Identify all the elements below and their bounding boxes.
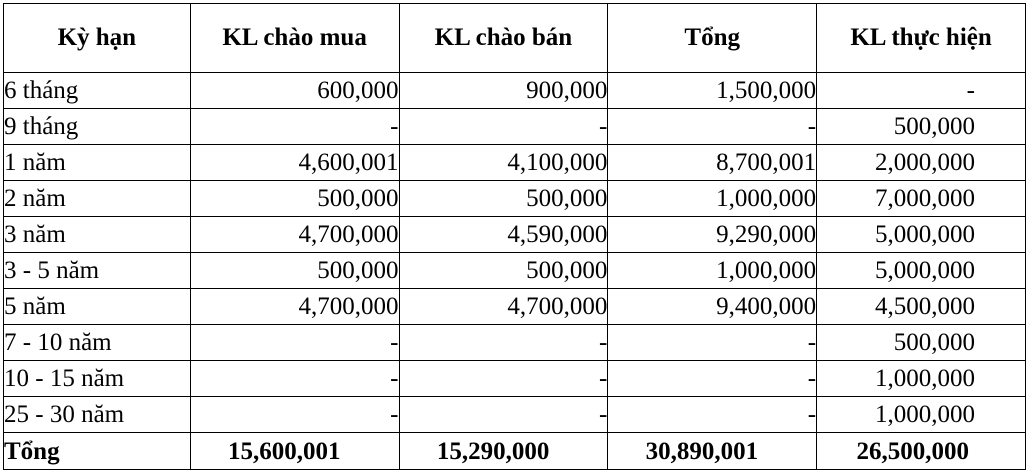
cell-total: - bbox=[608, 397, 817, 433]
cell-total: - bbox=[608, 109, 817, 145]
header-term: Kỳ hạn bbox=[4, 4, 191, 73]
table-row bbox=[4, 397, 1026, 433]
cell-bid-volume: 500,000 bbox=[190, 181, 399, 217]
cell-bid-volume: - bbox=[190, 361, 399, 397]
cell-ask-volume: - bbox=[399, 361, 608, 397]
cell-ask-volume: - bbox=[399, 397, 608, 433]
cell-total: 1,000,000 bbox=[608, 253, 817, 289]
cell-executed-volume: 500,000 bbox=[817, 109, 1026, 145]
header-total: Tổng bbox=[608, 4, 817, 73]
cell-bid-volume: 4,700,000 bbox=[190, 289, 399, 325]
cell-executed-volume: 1,000,000 bbox=[817, 397, 1026, 433]
cell-term: 7 - 10 năm bbox=[4, 325, 191, 361]
cell-ask-volume: - bbox=[399, 325, 608, 361]
cell-term: 6 tháng bbox=[4, 73, 191, 109]
cell-term: 3 - 5 năm bbox=[4, 253, 191, 289]
cell-total: - bbox=[608, 361, 817, 397]
table-row bbox=[4, 217, 1026, 253]
cell-executed-volume: - bbox=[817, 73, 1026, 109]
table-row bbox=[4, 289, 1026, 325]
cell-executed-volume: 1,000,000 bbox=[817, 361, 1026, 397]
cell-total: 9,290,000 bbox=[608, 217, 817, 253]
cell-bid-volume: 500,000 bbox=[190, 253, 399, 289]
cell-total: 8,700,001 bbox=[608, 145, 817, 181]
table-row bbox=[4, 181, 1026, 217]
cell-executed-volume: 2,000,000 bbox=[817, 145, 1026, 181]
table-row bbox=[4, 253, 1026, 289]
total-row bbox=[4, 433, 1026, 470]
cell-term: 5 năm bbox=[4, 289, 191, 325]
header-executed-volume: KL thực hiện bbox=[817, 4, 1026, 73]
cell-ask-volume: 900,000 bbox=[399, 73, 608, 109]
cell-executed-volume: 4,500,000 bbox=[817, 289, 1026, 325]
cell-ask-volume: 4,100,000 bbox=[399, 145, 608, 181]
header-bid-volume: KL chào mua bbox=[190, 4, 399, 73]
cell-bid-volume: 4,700,000 bbox=[190, 217, 399, 253]
cell-executed-volume: 5,000,000 bbox=[817, 217, 1026, 253]
total-ask: 15,290,000 bbox=[399, 433, 608, 470]
cell-term: 2 năm bbox=[4, 181, 191, 217]
cell-bid-volume: - bbox=[190, 109, 399, 145]
cell-term: 10 - 15 năm bbox=[4, 361, 191, 397]
total-bid: 15,600,001 bbox=[190, 433, 399, 470]
cell-ask-volume: 500,000 bbox=[399, 253, 608, 289]
cell-total: 9,400,000 bbox=[608, 289, 817, 325]
cell-term: 1 năm bbox=[4, 145, 191, 181]
header-row bbox=[4, 4, 1026, 73]
total-total: 30,890,001 bbox=[608, 433, 817, 470]
cell-ask-volume: 4,590,000 bbox=[399, 217, 608, 253]
table-body bbox=[4, 73, 1026, 433]
cell-total: 1,500,000 bbox=[608, 73, 817, 109]
cell-term: 25 - 30 năm bbox=[4, 397, 191, 433]
table-row bbox=[4, 145, 1026, 181]
cell-executed-volume: 7,000,000 bbox=[817, 181, 1026, 217]
bond-trading-table bbox=[3, 3, 1026, 470]
cell-total: - bbox=[608, 325, 817, 361]
cell-ask-volume: 500,000 bbox=[399, 181, 608, 217]
table-row bbox=[4, 361, 1026, 397]
cell-bid-volume: 600,000 bbox=[190, 73, 399, 109]
cell-ask-volume: 4,700,000 bbox=[399, 289, 608, 325]
cell-total: 1,000,000 bbox=[608, 181, 817, 217]
total-executed: 26,500,000 bbox=[817, 433, 1026, 470]
table-row bbox=[4, 325, 1026, 361]
header-ask-volume: KL chào bán bbox=[399, 4, 608, 73]
table-row bbox=[4, 73, 1026, 109]
cell-term: 3 năm bbox=[4, 217, 191, 253]
cell-bid-volume: - bbox=[190, 397, 399, 433]
cell-executed-volume: 500,000 bbox=[817, 325, 1026, 361]
cell-executed-volume: 5,000,000 bbox=[817, 253, 1026, 289]
total-label: Tổng bbox=[4, 433, 191, 470]
cell-bid-volume: - bbox=[190, 325, 399, 361]
table-row bbox=[4, 109, 1026, 145]
cell-term: 9 tháng bbox=[4, 109, 191, 145]
cell-bid-volume: 4,600,001 bbox=[190, 145, 399, 181]
cell-ask-volume: - bbox=[399, 109, 608, 145]
